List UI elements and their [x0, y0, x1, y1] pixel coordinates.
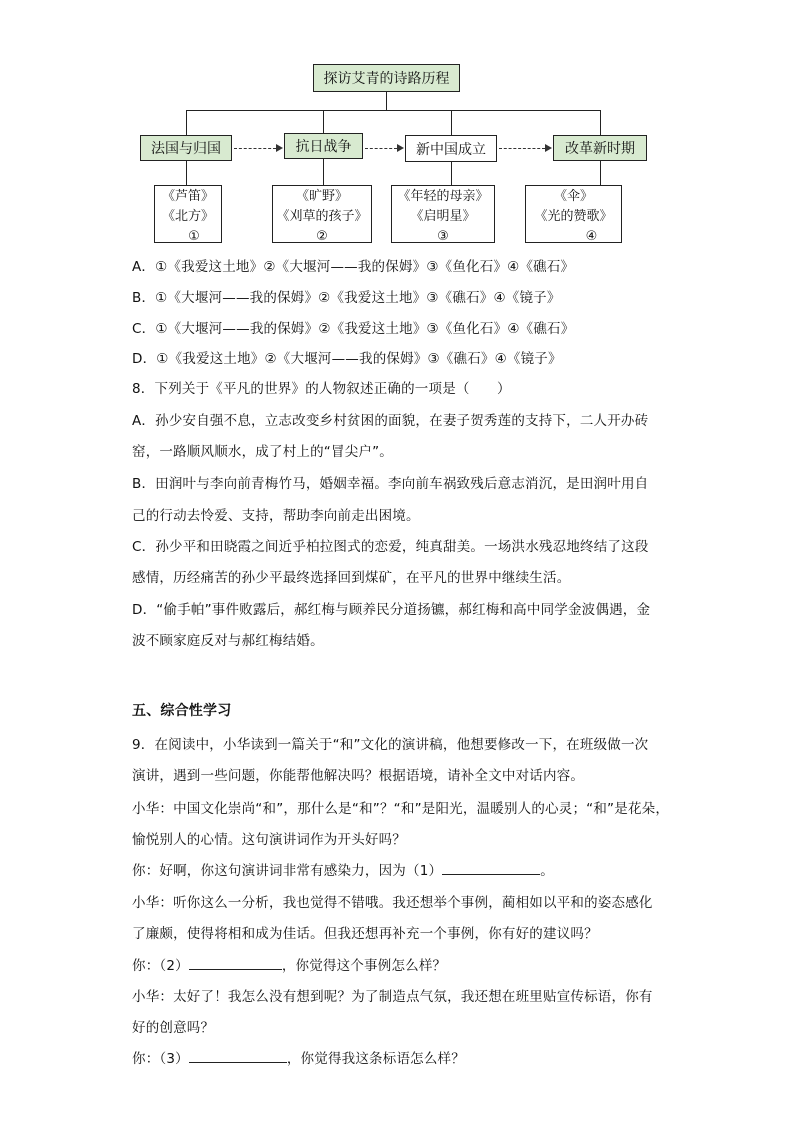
q9-line: 愉悦别人的心情。这句演讲词作为开头好吗？ [132, 832, 406, 848]
poem-title: 《刈草的孩子》 [276, 209, 368, 224]
q9-line: 了廉颇，使得将相和成为佳话。但我还想再补充一个事例，你有好的建议吗？ [132, 926, 598, 942]
q8-line: 己的行动去怜爱、支持，帮助李向前走出困境。 [132, 508, 420, 524]
q9-line: 好的创意吗？ [132, 1020, 215, 1036]
connector-line [600, 161, 601, 185]
q8-line: A．孙少安自强不息，立志改变乡村贫困的面貌，在妻子贺秀莲的支持下，二人开办砖 [132, 413, 649, 429]
arrowhead-icon [276, 144, 283, 152]
answer-line-2 [132, 954, 446, 974]
q8-line: B．田润叶与李向前青梅竹马，婚姻幸福。李向前车祸致残后意志消沉，是田润叶用自 [132, 476, 649, 492]
answer-suffix: 。 [540, 863, 554, 879]
poem-box-3 [391, 185, 495, 243]
diagram-root: 探访艾青的诗路历程 [313, 64, 460, 92]
connector-line [323, 159, 324, 185]
q8-line: 窑，一路顺风顺水，成了村上的“冒尖户”。 [132, 444, 393, 460]
dashed-arrow [365, 148, 397, 149]
q8-line: C．孙少平和田晓霞之间近乎柏拉图式的恋爱，纯真甜美。一场洪水残忍地终结了这段 [132, 539, 649, 555]
arrowhead-icon [545, 144, 552, 152]
answer-blank-3[interactable] [189, 1048, 287, 1063]
q7-option-c: C．①《大堰河——我的保姆》②《我爱这土地》③《鱼化石》④《礁石》 [132, 321, 575, 337]
period-node-4: 改革新时期 [553, 135, 647, 161]
q8-line: 波不顾家庭反对与郝红梅结婚。 [132, 633, 324, 649]
answer-line-3 [132, 1047, 465, 1067]
blank-marker: ② [316, 229, 328, 244]
dashed-arrow [234, 148, 276, 149]
connector-line [186, 110, 601, 111]
q8-stem: 8．下列关于《平凡的世界》的人物叙述正确的一项是（ ） [132, 381, 511, 397]
period-node-2: 抗日战争 [284, 133, 363, 159]
q9-line: 小华：太好了！我怎么没有想到呢？为了制造点气氛，我还想在班里贴宣传标语，你有 [132, 989, 653, 1005]
connector-line [186, 161, 187, 185]
answer-suffix: ，你觉得这个事例怎么样？ [281, 958, 447, 974]
answer-line-1 [132, 859, 554, 879]
q8-line: 感情，历经痛苦的孙少平最终选择回到煤矿，在平凡的世界中继续生活。 [132, 570, 571, 586]
poem-title: 《伞》 [553, 189, 593, 204]
period-node-3: 新中国成立 [405, 135, 497, 162]
q9-line: 演讲，遇到一些问题，你能帮他解决吗？根据语境，请补全文中对话内容。 [132, 768, 585, 784]
answer-prefix: 你：（3） [132, 1051, 189, 1067]
blank-marker: ③ [437, 229, 449, 244]
poem-box-4 [525, 185, 622, 243]
section-heading: 五、综合性学习 [132, 703, 232, 719]
q9-line: 9．在阅读中，小华读到一篇关于“和”文化的演讲稿，他想要修改一下，在班级做一次 [132, 737, 649, 753]
connector-line [386, 92, 387, 110]
dashed-arrow [499, 148, 545, 149]
poem-title: 《旷野》 [295, 189, 348, 204]
poem-box-2 [272, 185, 372, 243]
period-node-1: 法国与归国 [140, 135, 232, 161]
connector-line [451, 162, 452, 185]
answer-prefix: 你：好啊，你这句演讲词非常有感染力，因为（1） [132, 863, 443, 879]
poem-title: 《年轻的母亲》 [397, 189, 489, 204]
q7-option-b: B．①《大堰河——我的保姆》②《我爱这土地》③《礁石》④《镜子》 [132, 290, 561, 306]
q9-line: 小华：中国文化崇尚“和”，那什么是“和”？“和”是阳光，温暖别人的心灵；“和”是花朵， [132, 801, 670, 817]
poem-title: 《北方》 [161, 209, 214, 224]
q7-option-d: D．①《我爱这土地》②《大堰河——我的保姆》③《礁石》④《镜子》 [132, 351, 562, 367]
connector-line [186, 110, 187, 135]
connector-line [323, 110, 324, 133]
q8-line: D．“偷手帕”事件败露后，郝红梅与顾养民分道扬镳，郝红梅和高中同学金波偶遇，金 [132, 602, 651, 618]
connector-line [451, 110, 452, 135]
q9-line: 小华：听你这么一分析，我也觉得不错哦。我还想举个事例，蔺相如以平和的姿态感化 [132, 895, 653, 911]
answer-blank-1[interactable] [442, 860, 540, 875]
blank-marker: ④ [585, 229, 598, 244]
connector-line [600, 110, 601, 135]
poem-title: 《芦笛》 [161, 189, 214, 204]
poem-title: 《光的赞歌》 [534, 209, 613, 224]
answer-suffix: ，你觉得我这条标语怎么样？ [286, 1051, 465, 1067]
q7-option-a: A．①《我爱这土地》②《大堰河——我的保姆》③《鱼化石》④《礁石》 [132, 259, 575, 275]
arrowhead-icon [397, 144, 404, 152]
poem-box-1 [154, 185, 222, 243]
poem-title: 《启明星》 [410, 209, 476, 224]
blank-marker: ① [188, 229, 200, 244]
answer-prefix: 你：（2） [132, 958, 189, 974]
answer-blank-2[interactable] [189, 955, 282, 970]
